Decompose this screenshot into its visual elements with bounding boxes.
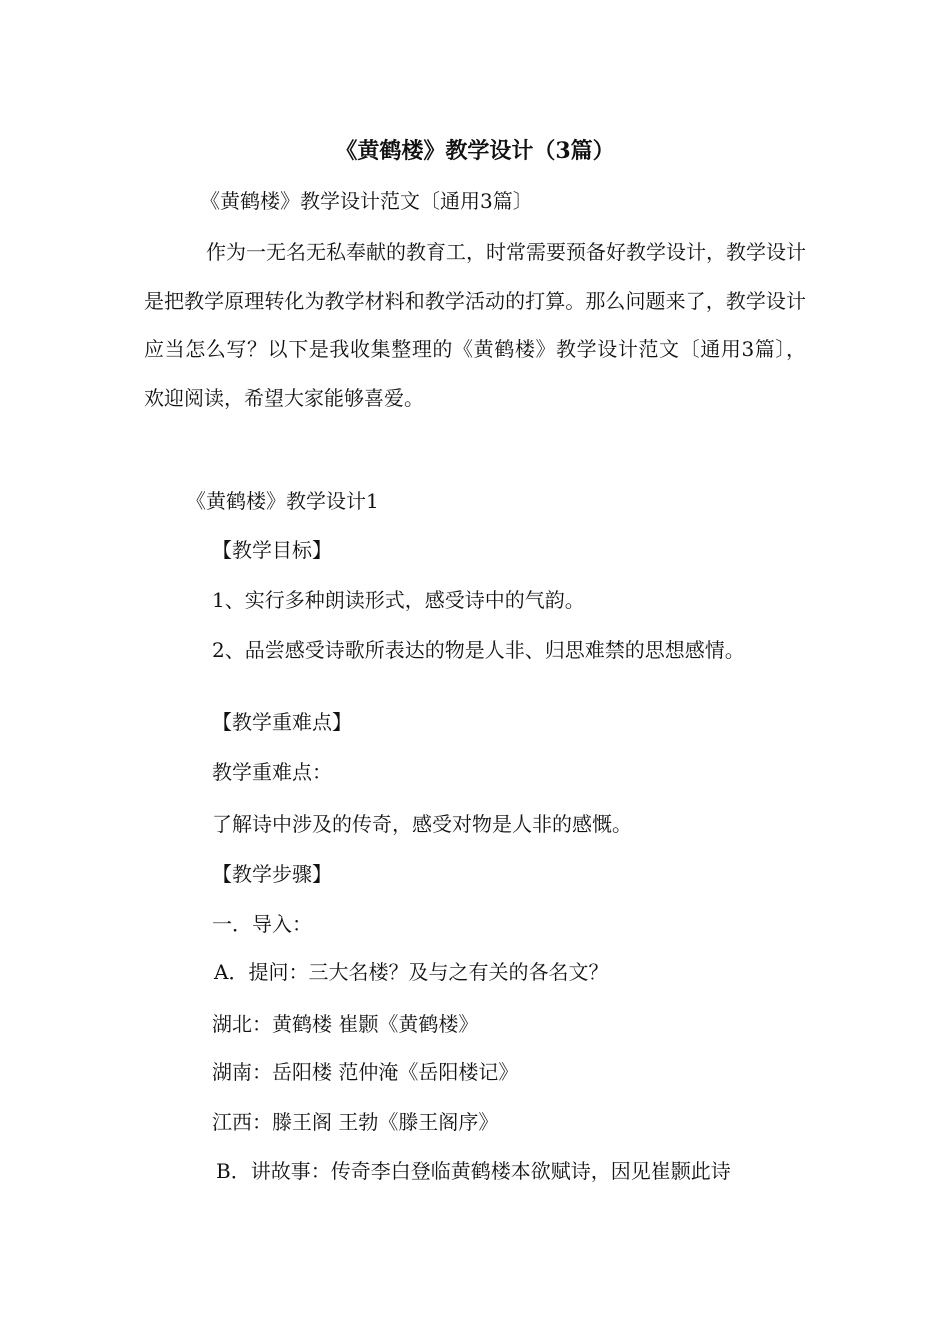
key-points-label: 教学重难点： — [212, 760, 332, 784]
section-title: 《黄鹤楼》教学设计1 — [186, 489, 379, 513]
step-introduction: 一．导入： — [212, 912, 312, 936]
document-subtitle: 《黄鹤楼》教学设计范文〔通用3篇〕 — [200, 189, 533, 213]
intro-text: 作为一无名无私奉献的教育工，时常需要预备好教学设计，教学设计是把教学原理转化为教学材料和教学活动的打算。那么问题来了，教学设计应当怎么写？以下是我收集整理的《黄鹤楼》教学设计范文〔通用3篇〕，欢迎阅读，希望大家能够喜爱。 — [144, 240, 806, 410]
goal-item-1: 1、实行多种朗读形式，感受诗中的气韵。 — [212, 588, 585, 612]
document-title: 《黄鹤楼》教学设计（3篇） — [335, 138, 615, 164]
step-b-story: B．讲故事：传奇李白登临黄鹤楼本欲赋诗，因见崔颢此诗 — [216, 1159, 731, 1183]
tower-hubei: 湖北：黄鹤楼 崔颢《黄鹤楼》 — [212, 1012, 479, 1036]
key-points-heading: 【教学重难点】 — [212, 710, 352, 734]
goal-item-2: 2、品尝感受诗歌所表达的物是人非、归思难禁的思想感情。 — [212, 638, 745, 662]
tower-hunan: 湖南：岳阳楼 范仲淹《岳阳楼记》 — [212, 1060, 519, 1084]
goals-heading: 【教学目标】 — [212, 538, 332, 562]
intro-paragraph — [144, 228, 806, 422]
step-a-question: A．提问：三大名楼？及与之有关的各名文？ — [214, 960, 609, 984]
key-points-text: 了解诗中涉及的传奇，感受对物是人非的感慨。 — [212, 812, 632, 836]
tower-jiangxi: 江西：滕王阁 王勃《滕王阁序》 — [212, 1110, 499, 1134]
steps-heading: 【教学步骤】 — [212, 862, 332, 886]
